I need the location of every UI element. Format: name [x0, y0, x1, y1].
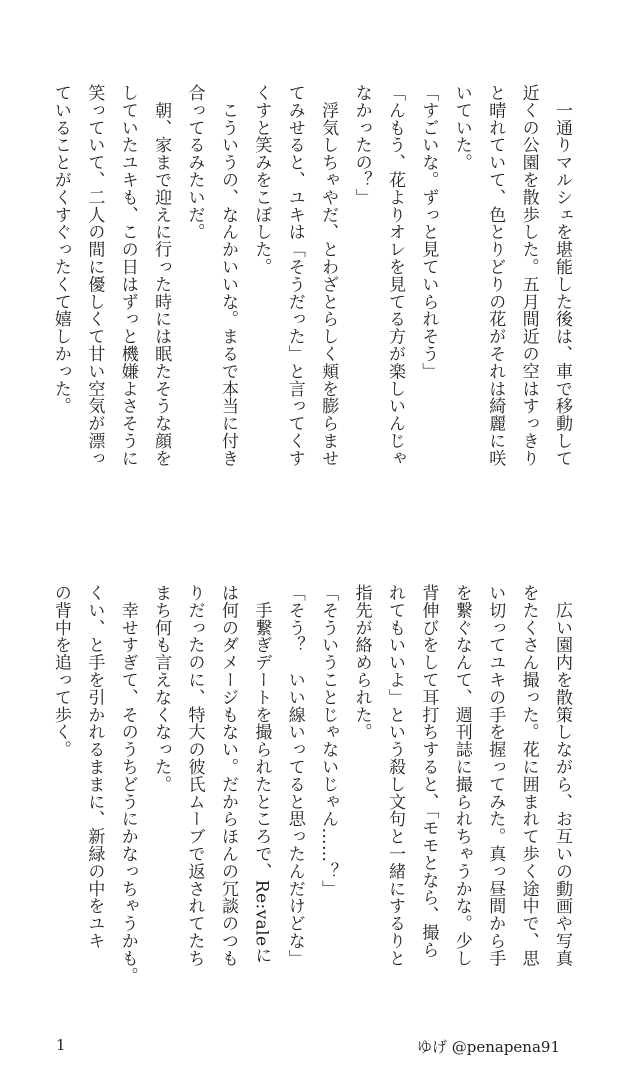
- upper-text-block: [50, 84, 578, 520]
- paragraph: 手繋ぎデートを撮られたところで、Re:valeに は何のダメージもない。だからほんの冗談のつも りだったのに、特大の彼氏ムーブで返されてたち まち何も言えなくなった。: [151, 584, 272, 967]
- paragraph: 「すごいな。ずっと見ていられそう」: [418, 84, 439, 380]
- paragraph: 「そういうことじゃないじゃん……？」: [318, 584, 339, 898]
- paragraph: 一通りマルシェを堪能した後は、車で移動して 近くの公園を散歩した。五月間近の空はすっきり と晴れていて、色とりどりの花がそれは綺麗に咲 いていた。: [451, 84, 572, 467]
- paragraph: 幸せすぎて、そのうちどうにかなっちゃうかも。 くい、と手を引かれるままに、新緑の中をユキ の背中を追って歩く。: [50, 584, 138, 985]
- paragraph: 朝、家まで迎えに行った時には眠たそうな顔を していたユキも、この日はずっと機嫌よさそうに 笑っていて、二人の間に優しくて甘い空気が漂っ ていることがくすぐったくて嬉しかった。: [50, 84, 172, 467]
- author-credit: ゆげ @penapena91: [416, 1038, 560, 1056]
- paragraph: 「そう？ いい線いってると思ったんだけどな」: [284, 584, 305, 967]
- lower-text-block: [50, 584, 578, 1020]
- paragraph: 「んもう、花よりオレを見てる方が楽しいんじゃ なかったの？」: [351, 84, 405, 467]
- paragraph: 浮気しちゃやだ、とわざとらしく頬を膨らませ てみせると、ユキは「そうだった」と言ってくす くすと笑みをこぼした。: [251, 84, 339, 467]
- paragraph: こういうの、なんかいいな。まるで本当に付き 合ってるみたいだ。: [184, 84, 238, 467]
- paragraph: 広い園内を散策しながら、お互いの動画や写真 をたくさん撮った。花に囲まれて歩く途中で、思 い切ってユキの手を握ってみた。真っ昼間から手 を繋ぐなんて、週刊誌に撮られちゃうかな。少し 背伸びをして耳打ちすると、「モモとなら、撮ら れてもいいよ」という殺し文句と一緒にするりと 指先が絡められた。: [351, 584, 572, 967]
- page-number: 1: [56, 1036, 66, 1054]
